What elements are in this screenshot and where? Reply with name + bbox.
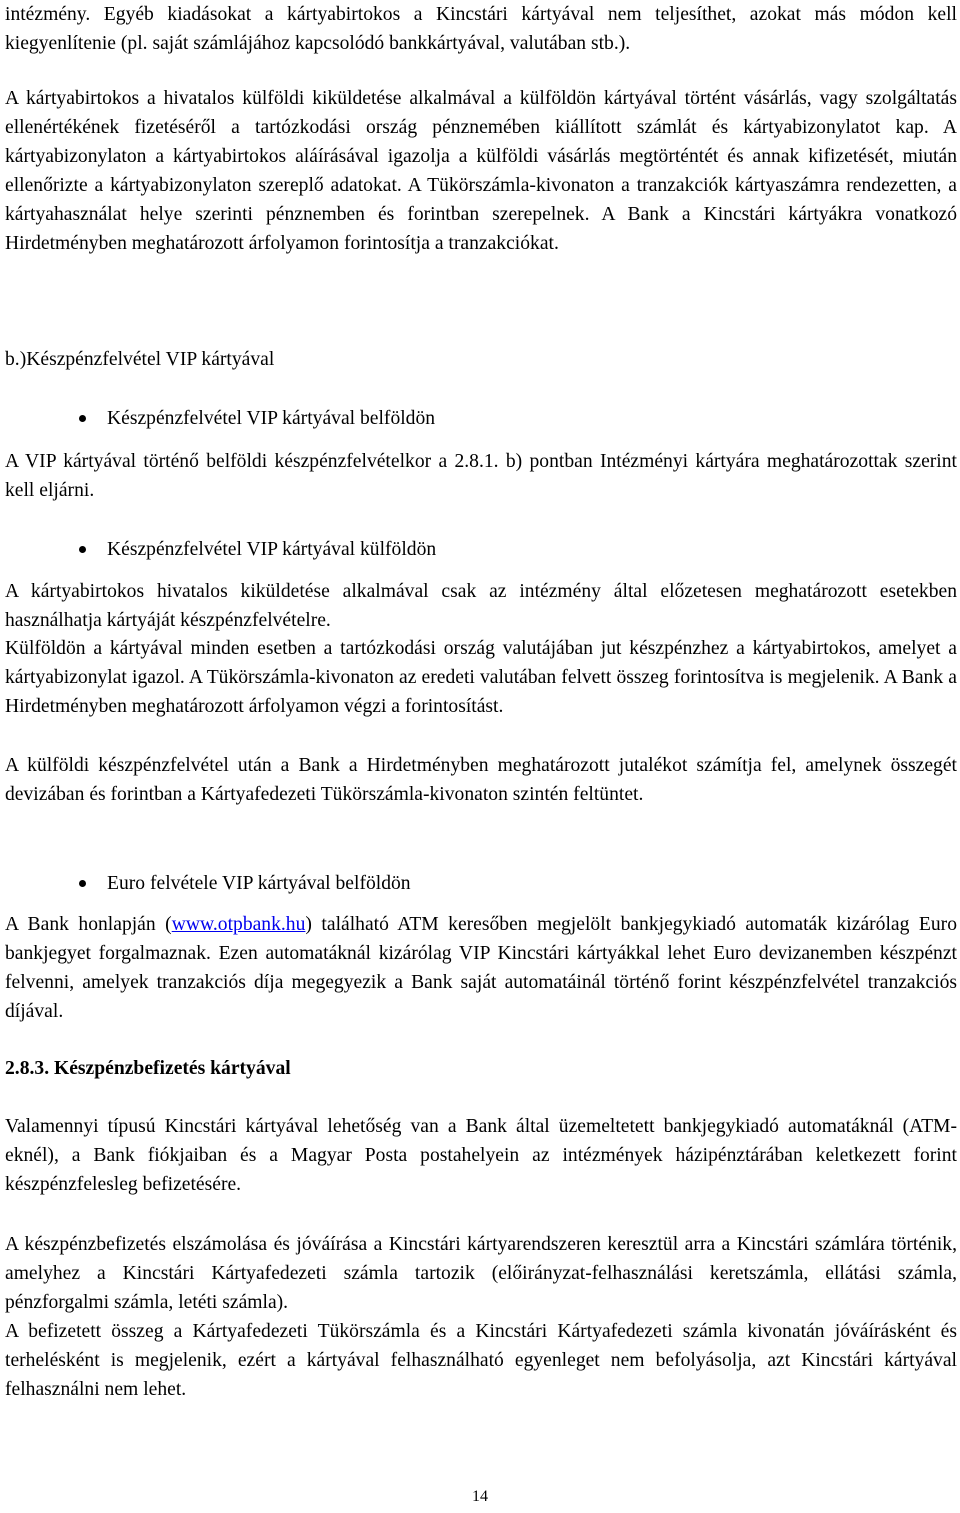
heading-cash-withdrawal-vip: b.)Készpénzfelvétel VIP kártyával xyxy=(5,349,275,370)
paragraph-deposit-options: Valamennyi típusú Kincstári kártyával lehetőség van a Bank által üzemeltetett bankjegykiadó automatáknál (ATM-eknél), a Bank fiókjaiban és a Magyar Posta postahelyein az intézmények házipénztárában keletkezett forint készpénzfelesleg befizetésére. xyxy=(5,1116,957,1195)
paragraph-foreign-purchase: A kártyabirtokos a hivatalos külföldi kiküldetése alkalmával a külföldön kártyával történt vásárlás, vagy szolgáltatás ellenértékének fizetéséről a tartózkodási ország pénznemében kiállított számlát és kártyabizonylatot kap. A kártyabizonylaton a kártyabirtokos aláírásával igazolja a külföldi vásárlás megtörténtét és annak kifizetését, miután ellenőrizte a kártyabizonylaton szereplő adatokat. A Tükörszámla-kivonaton a tranzakciók kártyaszámra rendezetten, a kártyahasználat helye szerinti pénznemben és forintban szerepelnek. A Bank a Kincstári kártyákra vonatkozó Hirdetményben meghatározott árfolyamon forintosítja a tranzakciókat. xyxy=(5,88,957,254)
paragraph-commission: A külföldi készpénzfelvétel után a Bank a Hirdetményben meghatározott jutalékot számítja fel, amelynek összegét devizában és forintban a Kártyafedezeti Tükörszámla-kivonaton szintén feltüntet. xyxy=(5,755,957,805)
paragraph-euro-atm xyxy=(5,910,957,1026)
section-heading-cash-deposit: 2.8.3. Készpénzbefizetés kártyával xyxy=(5,1058,291,1079)
bullet-label: Készpénzfelvétel VIP kártyával külföldön xyxy=(107,539,437,560)
paragraph-expenses-continuation: intézmény. Egyéb kiadásokat a kártyabirtokos a Kincstári kártyával nem teljesíthet, azokat más módon kell kiegyenlítenie (pl. saját számlájához kapcsolódó bankkártyával, valutában stb.). xyxy=(5,4,957,54)
euro-atm-text-start: A Bank honlapján ( xyxy=(5,914,172,935)
page-number: 14 xyxy=(472,1488,488,1505)
bullet-label: Euro felvétele VIP kártyával belföldön xyxy=(107,873,411,894)
paragraph-deposit-settlement: A készpénzbefizetés elszámolása és jóváírása a Kincstári kártyarendszeren keresztül arra a Kincstári számlára történik, amelyhez a Kincstári Kártyafedezeti számla tartozik (előirányzat-felhasználási keretszámla, ellátási számla, pénzforgalmi számla, letéti számla). xyxy=(5,1234,957,1313)
otpbank-link[interactable]: www.otpbank.hu xyxy=(171,914,306,935)
bullet-icon xyxy=(79,546,86,553)
paragraph-deposit-balance: A befizetett összeg a Kártyafedezeti Tükörszámla és a Kincstári Kártyafedezeti számla kivonatán jóváírásként és terhelésként is megjelenik, ezért a kártyával felhasználható egyenleget nem befolyásolja, azt Kincstári kártyával felhasználni nem lehet. xyxy=(5,1321,957,1400)
euro-atm-text-rest: ) található ATM keresőben megjelölt bankjegykiadó automaták kizárólag Euro bankjegyet forgalmaznak. Ezen automatáknál kizárólag VIP Kincstári kártyákkal lehet Euro devizanemben készpénzt felvenni, amelyek tranzakciós díja megegyezik a Bank saját automatáinál történő forint készpénzfelvétel tranzakciós díjával. xyxy=(5,914,957,1022)
paragraph-domestic-withdrawal: A VIP kártyával történő belföldi készpénzfelvételkor a 2.8.1. b) pontban Intézményi kártyára meghatározottak szerint kell eljárni. xyxy=(5,451,957,501)
paragraph-foreign-mission: A kártyabirtokos hivatalos kiküldetése alkalmával csak az intézmény által előzetesen meghatározott esetekben használhatja kártyáját készpénzfelvételre. xyxy=(5,581,957,631)
paragraph-foreign-currency: Külföldön a kártyával minden esetben a tartózkodási ország valutájában jut készpénzhez a kártyabirtokos, amelyet a kártyabizonylat igazol. A Tükörszámla-kivonaton az eredeti valutában felvett összeg forintosítva is megjelenik. A Bank a Hirdetményben meghatározott árfolyamon végzi a forintosítást. xyxy=(5,638,957,717)
bullet-icon xyxy=(79,415,86,422)
bullet-icon xyxy=(79,880,86,887)
bullet-label: Készpénzfelvétel VIP kártyával belföldön xyxy=(107,408,436,429)
